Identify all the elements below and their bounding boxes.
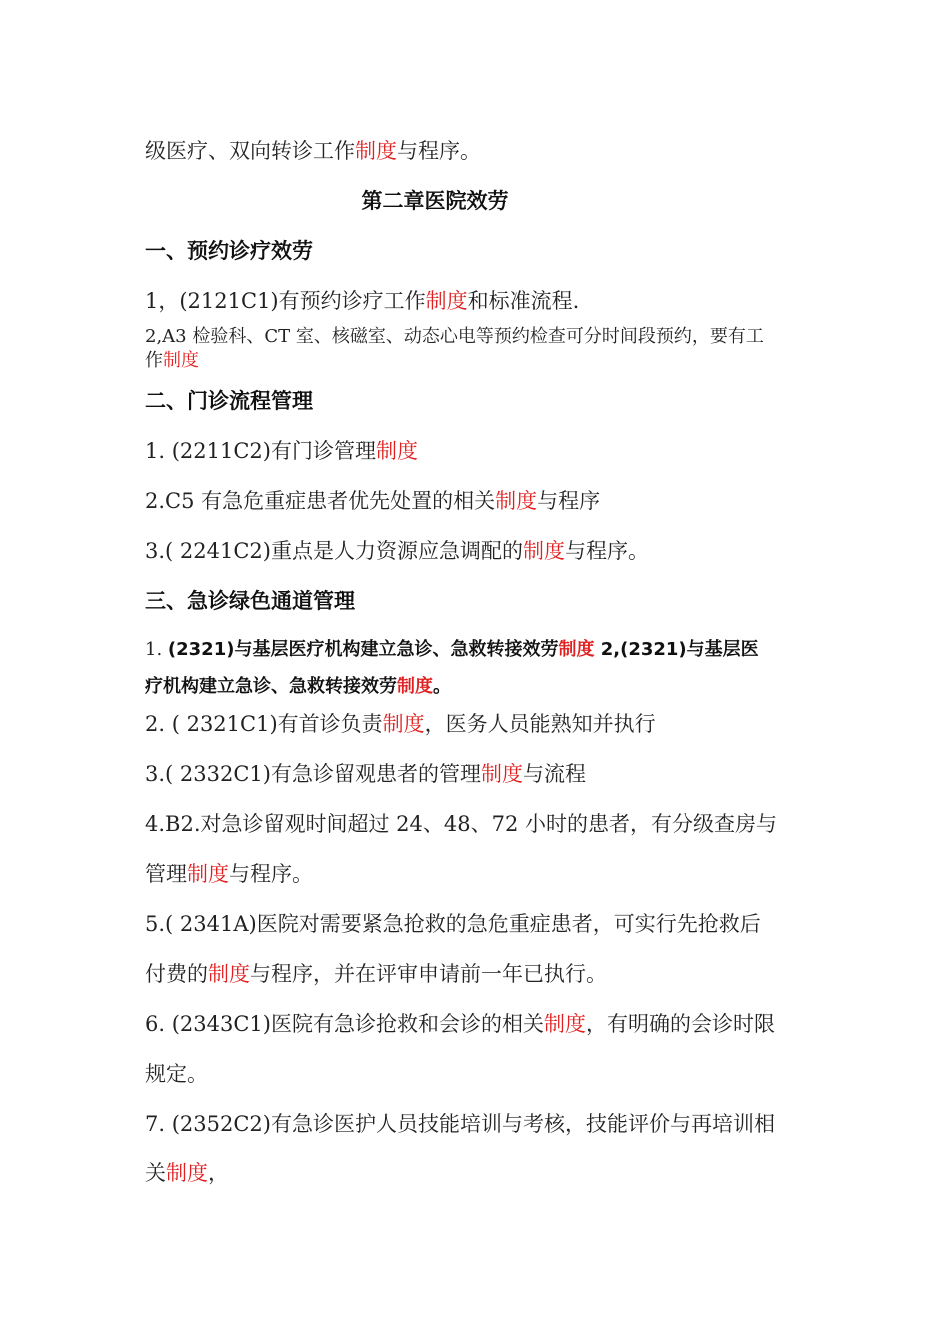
paragraph-line <box>145 711 656 737</box>
highlight-term: 制度 <box>166 1161 208 1185</box>
text: 付费的 <box>145 962 208 986</box>
text: 2. ( 2321C1)有首诊负责 <box>145 712 383 736</box>
highlight-term: 制度 <box>425 289 468 313</box>
text: 1. (2211C2)有门诊管理 <box>145 439 376 463</box>
highlight-term: 制度 <box>480 762 523 786</box>
text: 与程序，并在评审申请前一年已执行。 <box>250 962 607 986</box>
highlight-term: 制度 <box>375 439 418 463</box>
paragraph-line <box>145 638 759 662</box>
text: 管理 <box>145 862 187 886</box>
paragraph-line <box>145 288 579 314</box>
text: 7. (2352C2)有急诊医护人员技能培训与考核，技能评价与再培训相 <box>145 1112 775 1136</box>
paragraph-line <box>145 1111 775 1137</box>
text: ，有明确的会诊时限 <box>585 1012 775 1036</box>
text: 6. (2343C1)医院有急诊抢救和会诊的相关 <box>145 1012 544 1036</box>
paragraph-line <box>145 761 586 787</box>
text: 关 <box>145 1161 166 1185</box>
bold-text: 疗机构建立急诊、急救转接效劳 <box>145 676 397 697</box>
highlight-term: 制度 <box>163 350 199 371</box>
text: ，医务人员能熟知并执行 <box>424 712 656 736</box>
text: 3.( 2332C1)有急诊留观患者的管理 <box>145 762 481 786</box>
text: 规定。 <box>145 1062 208 1086</box>
paragraph-line <box>145 961 607 987</box>
text: 4.B2.对急诊留观时间超过 24、48、72 小时的患者，有分级查房与 <box>145 812 778 836</box>
text: 和标准流程. <box>467 289 580 313</box>
paragraph-line <box>145 438 418 464</box>
highlight-term: 制度 <box>208 962 250 986</box>
highlight-term: 制度 <box>522 539 565 563</box>
chapter-title: 第二章医院效劳 <box>361 189 509 213</box>
bold-text: 。 <box>433 676 451 697</box>
section-heading: 二、门诊流程管理 <box>145 389 313 413</box>
paragraph-line <box>145 811 777 837</box>
paragraph-line <box>145 538 649 564</box>
text: 级医疗、双向转诊工作 <box>145 139 355 163</box>
highlight-term: 制度 <box>382 712 425 736</box>
text: 与程序。 <box>397 139 481 163</box>
text: 5.( 2341A)医院对需要紧急抢救的急危重症患者，可实行先抢救后 <box>145 912 761 936</box>
highlight-term: 制度 <box>187 862 229 886</box>
list-number: 1. <box>145 639 168 660</box>
section-heading: 三、急诊绿色通道管理 <box>145 589 355 613</box>
text: 2,A3 检验科、CT 室、核磁室、动态心电等预约检查可分时间段预约，要有工 <box>145 326 764 347</box>
highlight-term: 制度 <box>543 1012 586 1036</box>
paragraph-line <box>145 325 764 349</box>
paragraph-line <box>145 1061 208 1087</box>
paragraph-line <box>145 349 199 373</box>
paragraph-line <box>145 138 481 164</box>
text: 与程序。 <box>564 539 649 563</box>
text: 作 <box>145 350 163 371</box>
paragraph-line <box>145 1011 775 1037</box>
paragraph-line <box>145 911 761 937</box>
text: 与程序 <box>537 489 601 513</box>
text: 与流程 <box>522 762 586 786</box>
text: 1，(2121C1)有预约诊疗工作 <box>145 289 426 313</box>
text: 与程序。 <box>229 862 313 886</box>
highlight-term: 制度 <box>495 489 538 513</box>
highlight-term: 制度 <box>558 639 595 660</box>
text: 2.C5 有急危重症患者优先处置的相关 <box>145 489 496 513</box>
highlight-term: 制度 <box>397 676 433 697</box>
paragraph-line <box>145 861 313 887</box>
paragraph-line <box>145 1160 229 1186</box>
paragraph-line <box>145 675 451 699</box>
highlight-term: 制度 <box>355 139 397 163</box>
section-heading: 一、预约诊疗效劳 <box>145 239 313 263</box>
paragraph-line <box>145 488 600 514</box>
bold-text: 2,(2321)与基层医 <box>594 639 759 660</box>
bold-text: (2321)与基层医疗机构建立急诊、急救转接效劳 <box>167 639 559 660</box>
text: 3.( 2241C2)重点是人力资源应急调配的 <box>145 539 523 563</box>
text: ， <box>208 1161 229 1185</box>
